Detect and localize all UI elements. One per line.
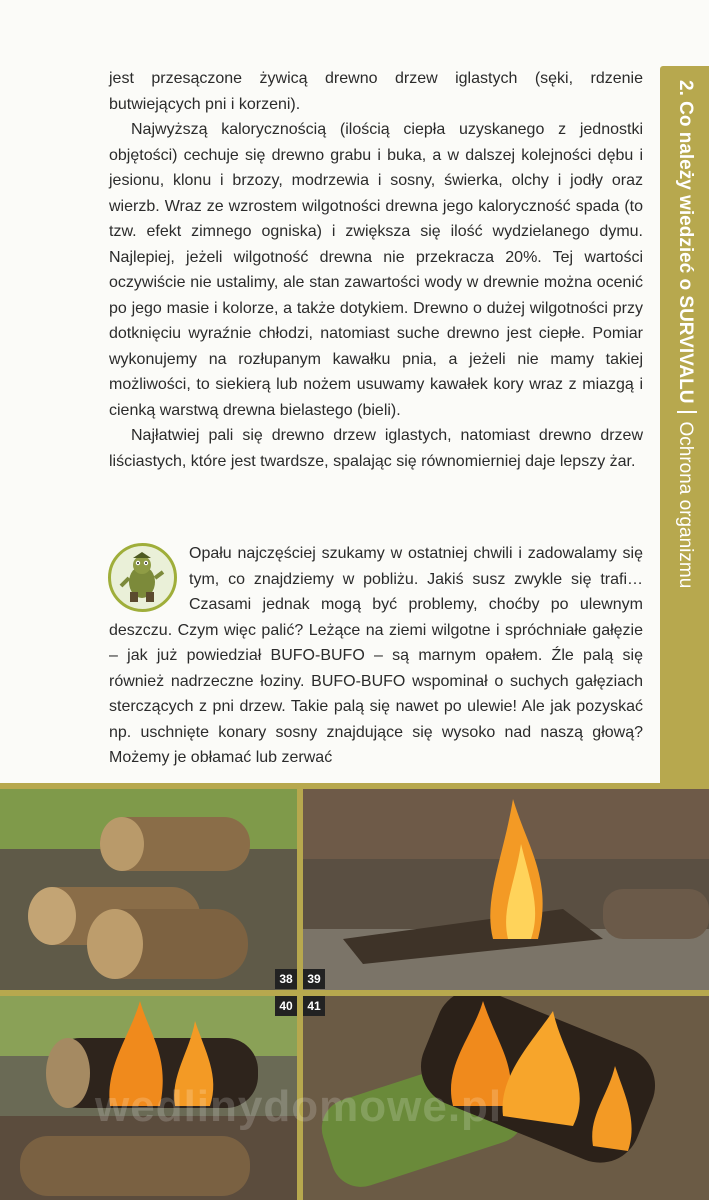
photo-strip bbox=[0, 783, 709, 1200]
photo-39-kindling-fire bbox=[303, 789, 709, 990]
body-text bbox=[109, 66, 643, 474]
photo-38-log-stack bbox=[0, 789, 297, 990]
figure-number-40: 40 bbox=[275, 996, 297, 1016]
paragraph-2: Najwyższą kalorycznością (ilością ciepła uzyskanego z jednostki objętości) cechuje się drewno grabu i buka, a w dalszej kolejności dębu i jesionu, klonu i brzozy, modrzewia i sosny, świerka, olchy i jodły oraz wierzb. Wraz ze wzrostem wilgotności drewna jego kaloryczność spada (to tzw. efekt zimnego ogniska) i zwiększa się ilość wydzielanego dymu. Najlepiej, jeżeli wilgotność drewna nie przekracza 20%. Tej wartości oczywiście nie ustalimy, ale stan zawartości wody w drewnie można ocenić po jego masie i kolorze, a także dotykiem. Drewno o dużej wilgotności przy dotknięciu wyraźnie chłodzi, natomiast suche drewno jest ciepłe. Pomiar wykonujemy na rozłupanym kawałku pnia, a jeżeli nie mamy takiej możliwości, to siekierą lub nożem usuwamy kawałek kory wraz z miazgą i cienką warstwą drewna bielastego (bieli). bbox=[109, 121, 643, 419]
figure-number-38: 38 bbox=[275, 969, 297, 989]
icon-spacer bbox=[109, 541, 189, 615]
section-title: Ochrona organizmu bbox=[675, 421, 696, 589]
character-paragraph: Opału najczęściej szukamy w ostatniej chwili i zadowalamy się tym, co znajdziemy w pobliżu. Jakiś susz zwykle się trafi… Czasami jednak mogą być problemy, choćby po ulewnym deszczu. Czym więc palić? Leżące na ziemi wilgotne i spróchniałe gałęzie – jak już powiedział BUFO-BUFO – są marnym opałem. Źle palą się również nadrzeczne łoziny. BUFO-BUFO wspominał o suchych gałęziach sterczących z pni drzew. Takie palą się nawet po ulewie! Ale jak pozyskać np. uschnięte konary sosny znajdujące się wysoko nad naszą głową? Możemy je obłamać lub zerwać bbox=[109, 545, 643, 766]
chapter-title: 2. Co należy wiedzieć o SURVIVALU bbox=[675, 80, 696, 404]
chapter-side-tab-label bbox=[673, 80, 697, 780]
figure-number-41: 41 bbox=[303, 996, 325, 1016]
character-text bbox=[109, 541, 643, 771]
paragraph-1: jest przesączone żywicą drewno drzew iglastych (sęki, rdzenie butwiejących pni i korzeni). bbox=[109, 70, 643, 113]
watermark: wedlinydomowe.pl bbox=[95, 1082, 503, 1131]
paragraph-3: Najłatwiej pali się drewno drzew iglastych, natomiast drewno drzew liściastych, które jest twardsze, spalając się równomierniej daje lepszy żar. bbox=[109, 427, 643, 470]
tab-divider bbox=[677, 411, 697, 413]
figure-number-39: 39 bbox=[303, 969, 325, 989]
